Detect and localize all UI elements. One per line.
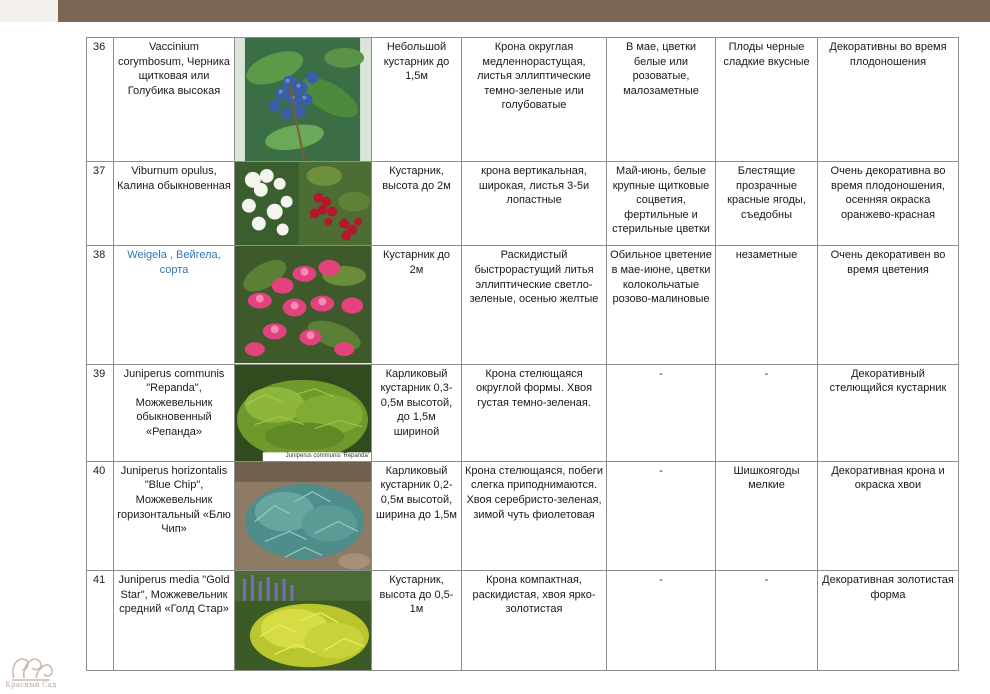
plant-decor: Декоративный стелющийся кустарник	[818, 364, 959, 461]
table-row	[87, 571, 959, 671]
row-number: 39	[87, 364, 114, 461]
plant-crown: Крона компактная, раскидистая, хвоя ярко-золотистая	[462, 571, 607, 671]
plant-decor: Декоративная золотистая форма	[818, 571, 959, 671]
plant-flowering: В мае, цветки белые или розоватые, малозаметные	[607, 38, 716, 162]
row-number: 37	[87, 162, 114, 246]
juniper-goldstar-photo	[235, 571, 372, 671]
plant-flowering: Май-июнь, белые крупные щитковые соцветия, фертильные и стерильные цветки	[607, 162, 716, 246]
header-left-strip	[0, 0, 58, 22]
plant-size: Кустарник, высота до 0,5-1м	[372, 571, 462, 671]
weigela-photo	[235, 246, 372, 364]
header-bar	[58, 0, 990, 22]
plant-fruits: -	[716, 571, 818, 671]
plant-crown: крона вертикальная, широкая, листья 3-5и лопастные	[462, 162, 607, 246]
plant-flowering: -	[607, 571, 716, 671]
plant-size: Кустарник до 2м	[372, 246, 462, 364]
row-number: 41	[87, 571, 114, 671]
table-row	[87, 162, 959, 246]
table-row	[87, 364, 959, 461]
juniper-bluechip-photo	[235, 461, 372, 570]
plant-name: Juniperus media "Gold Star", Можжевельник средний «Голд Стар»	[114, 571, 235, 671]
plant-size: Карликовый кустарник 0,3-0,5м высотой, до 1,5м шириной	[372, 364, 462, 461]
plant-flowering: -	[607, 461, 716, 570]
juniper-repanda-photo	[235, 364, 372, 461]
plant-crown: Раскидистый быстрорастущий литья эллиптические светло-зеленые, осенью желтые	[462, 246, 607, 364]
plant-crown: Крона округлая медленнорастущая, листья эллиптические темно-зеленые или голубоватые	[462, 38, 607, 162]
plant-name: Viburnum opulus, Калина обыкновенная	[114, 162, 235, 246]
plant-name-link[interactable]: Weigela , Вейгела, сорта	[114, 246, 235, 364]
plant-size: Небольшой кустарник до 1,5м	[372, 38, 462, 162]
plant-fruits: Шишкоягоды мелкие	[716, 461, 818, 570]
plant-fruits: Плоды черные сладкие вкусные	[716, 38, 818, 162]
row-number: 40	[87, 461, 114, 570]
logo-text: Красный Сад	[5, 681, 57, 689]
plant-flowering: -	[607, 364, 716, 461]
viburnum-photo	[235, 162, 372, 246]
plant-fruits: -	[716, 364, 818, 461]
blueberry-photo	[235, 38, 372, 162]
table-row	[87, 461, 959, 570]
plant-size: Карликовый кустарник 0,2-0,5м высотой, ширина до 1,5м	[372, 461, 462, 570]
plant-decor: Очень декоративна во время плодоношения, осенняя окраска оранжево-красная	[818, 162, 959, 246]
plant-size: Кустарник, высота до 2м	[372, 162, 462, 246]
row-number: 36	[87, 38, 114, 162]
plant-name: Juniperus communis "Repanda", Можжевельник обыкновенный «Репанда»	[114, 364, 235, 461]
plant-name: Vaccinium corymbosum, Черника щитковая или Голубика высокая	[114, 38, 235, 162]
plants-table	[86, 37, 959, 671]
plant-decor: Декоративная крона и окраска хвои	[818, 461, 959, 570]
plant-name: Juniperus horizontalis "Blue Chip", Можжевельник горизонтальный «Блю Чип»	[114, 461, 235, 570]
table-row	[87, 246, 959, 364]
table-row	[87, 38, 959, 162]
plant-crown: Крона стелющаяся, побеги слегка приподнимаются. Хвоя серебристо-зеленая, зимой чуть фиолетовая	[462, 461, 607, 570]
plant-fruits: незаметные	[716, 246, 818, 364]
row-number: 38	[87, 246, 114, 364]
plant-crown: Крона стелющаяся округлой формы. Хвоя густая темно-зеленая.	[462, 364, 607, 461]
photo-caption: Juniperus communis 'Repanda'	[285, 452, 369, 459]
plant-fruits: Блестящие прозрачные красные ягоды, съедобны	[716, 162, 818, 246]
plant-decor: Очень декоративен во время цветения	[818, 246, 959, 364]
plant-decor: Декоративны во время плодоношения	[818, 38, 959, 162]
plant-flowering: Обильное цветение в мае-июне, цветки колокольчатые розово-малиновые	[607, 246, 716, 364]
